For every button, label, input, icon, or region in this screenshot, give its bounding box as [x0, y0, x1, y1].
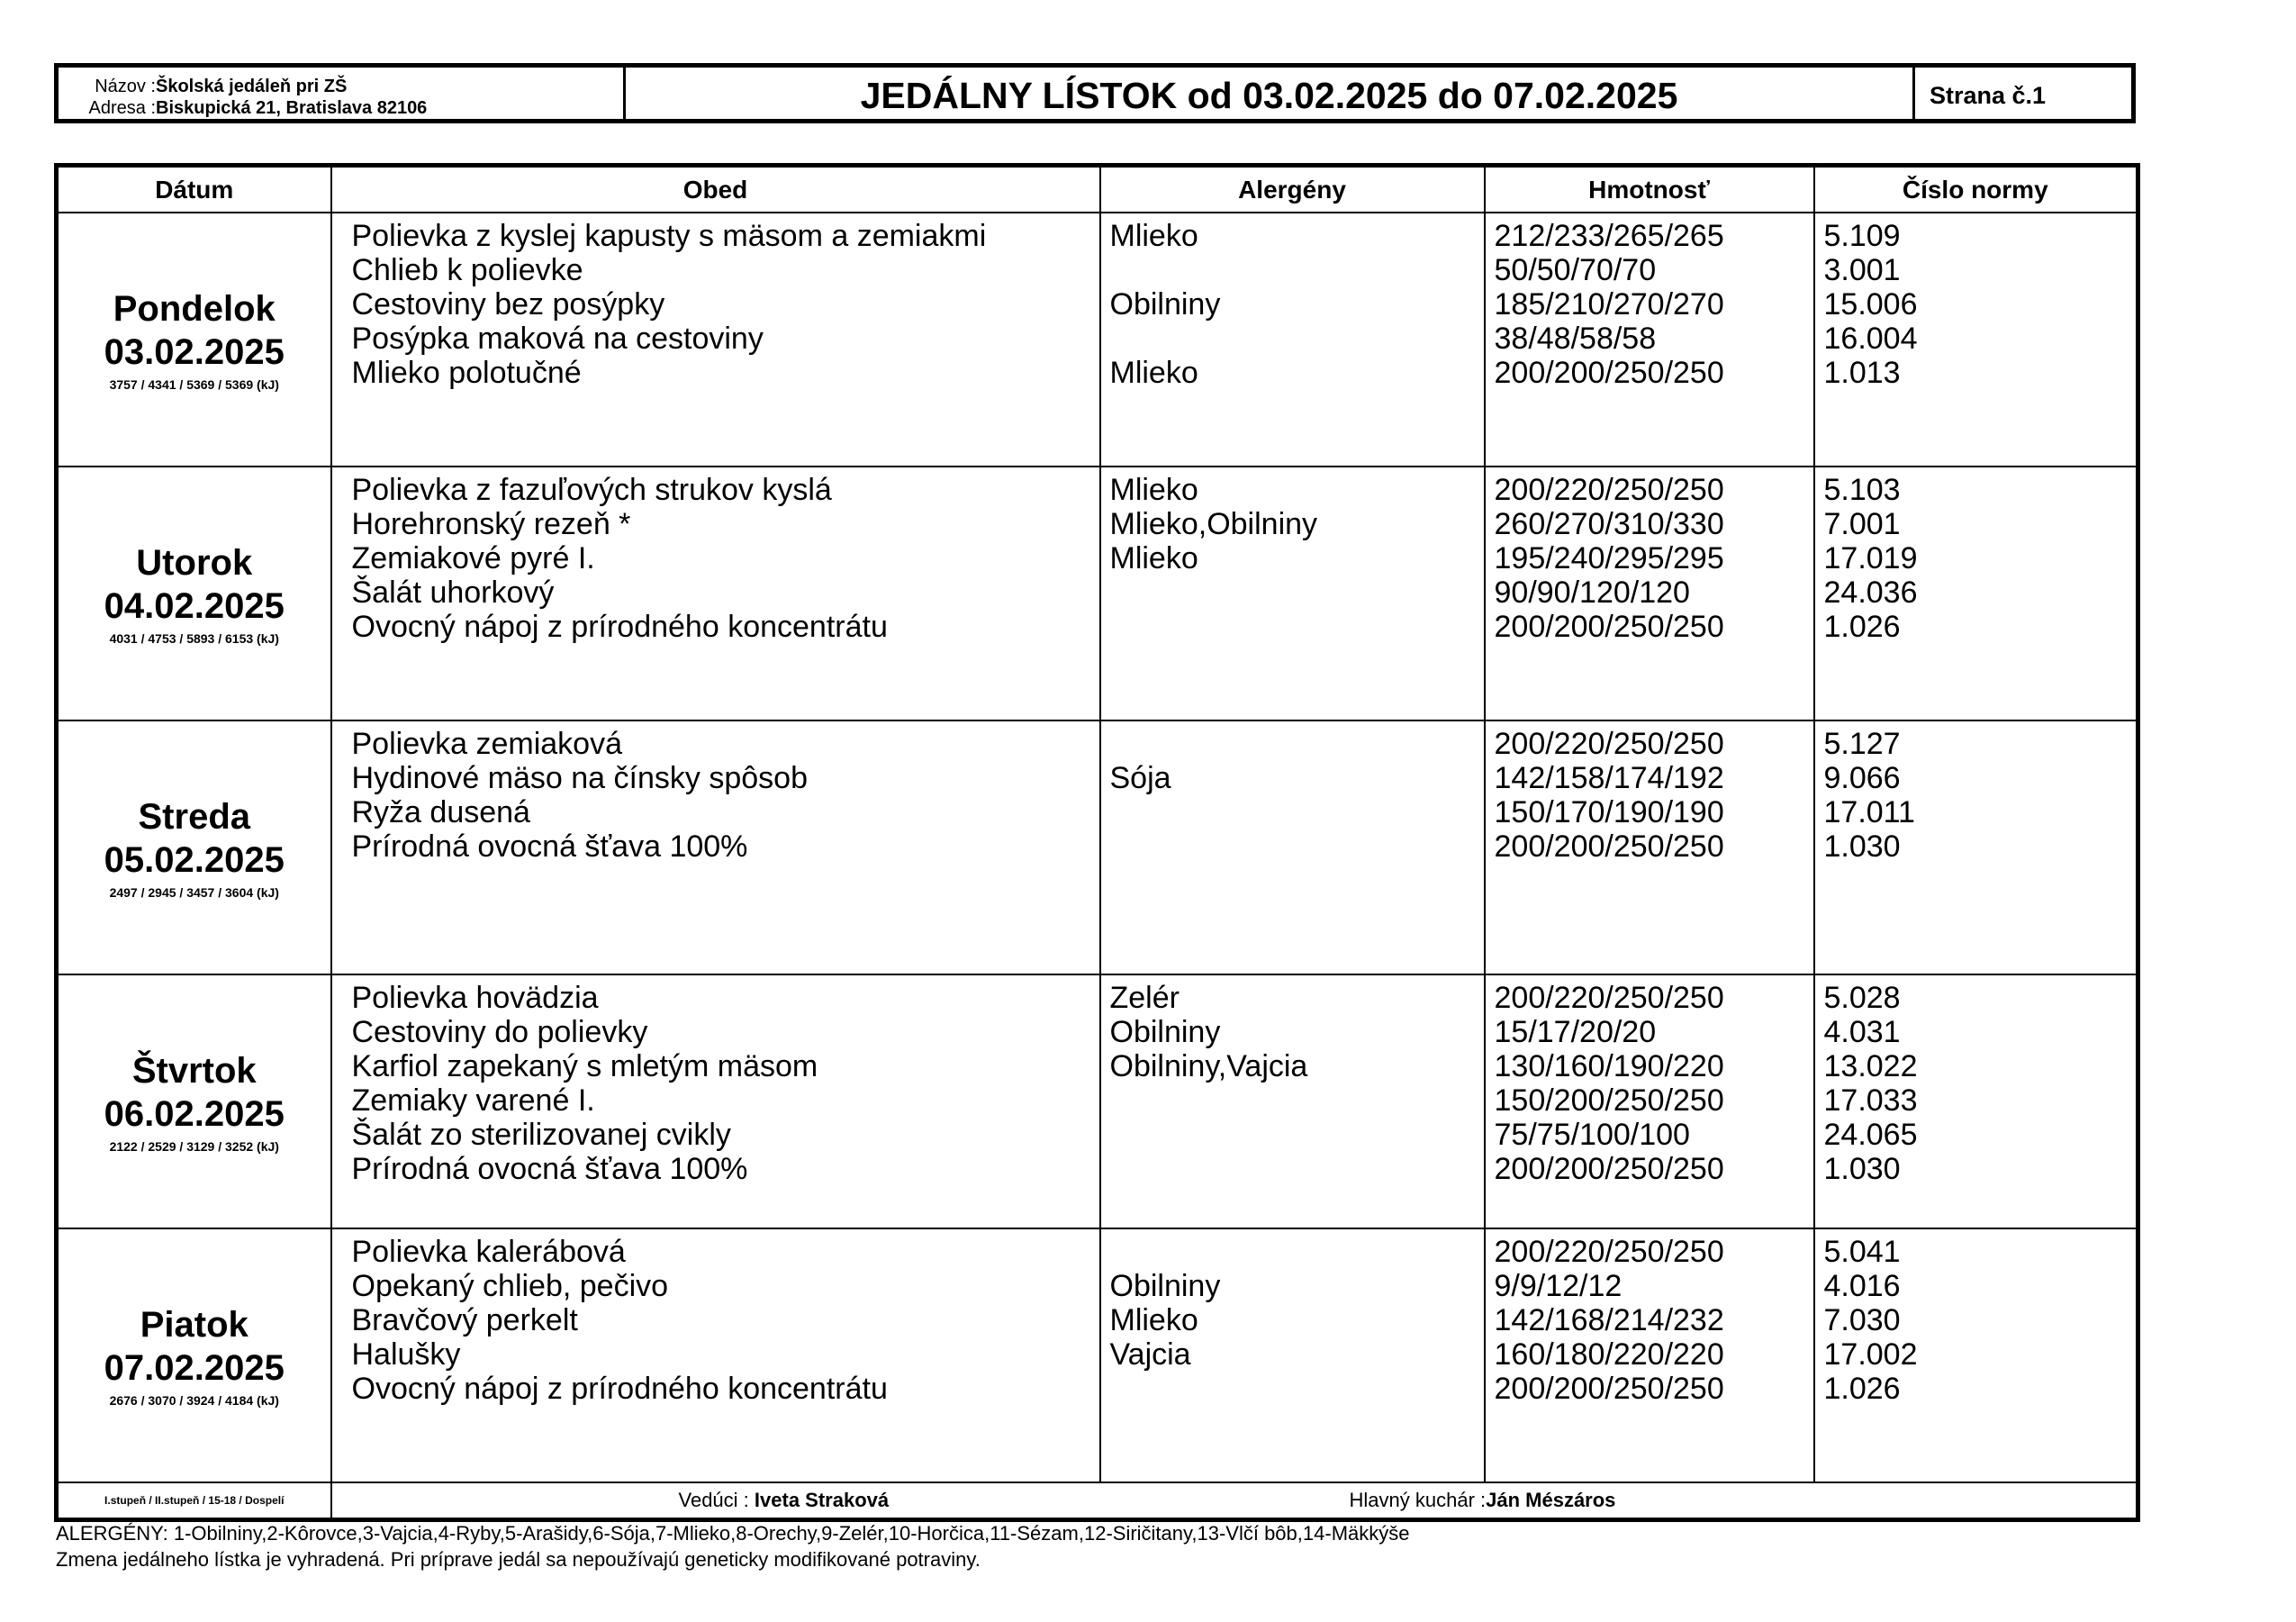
table-header-row [57, 166, 2138, 213]
norm-number-cell [1814, 974, 2138, 1228]
day-cell [57, 467, 331, 720]
manager [679, 1489, 890, 1512]
allergen-cell [1100, 720, 1485, 974]
norm-number: 7.001 [1823, 507, 1901, 541]
address-label: Adresa : [88, 98, 156, 118]
norm-number: 9.066 [1823, 761, 1901, 795]
day-row [57, 467, 2138, 720]
allergen [1110, 610, 1484, 644]
allergen-cell [1100, 213, 1485, 467]
allergen: Mlieko,Obilniny [1109, 507, 1318, 541]
meal-name-cell [331, 467, 1100, 720]
weight: 200/200/250/250 [1494, 1372, 1724, 1406]
norm-number: 17.019 [1823, 541, 1918, 575]
allergen-cell [1100, 974, 1485, 1228]
meal-name: Zemiakové pyré I. [351, 541, 595, 575]
weight: 200/200/250/250 [1494, 829, 1724, 864]
table-footer-row [57, 1482, 2138, 1520]
meal-name: Hydinové mäso na čínsky spôsob [351, 761, 808, 795]
allergen [1110, 795, 1484, 829]
norm-number: 1.026 [1823, 1372, 1901, 1406]
day-name: Pondelok [113, 289, 276, 329]
meal-name: Ovocný nápoj z prírodného koncentrátu [351, 610, 888, 644]
norm-number: 4.016 [1823, 1269, 1901, 1303]
weight: 130/160/190/220 [1494, 1049, 1724, 1083]
allergen-cell [1100, 1228, 1485, 1482]
allergen [1110, 1118, 1484, 1152]
col-header-weight: Hmotnosť [1485, 166, 1814, 213]
norm-number-list [1815, 975, 2137, 1186]
weight: 260/270/310/330 [1494, 507, 1724, 541]
meal-name: Prírodná ovocná šťava 100% [351, 829, 748, 864]
norm-number: 4.031 [1823, 1015, 1901, 1049]
meal-name: Šalát uhorkový [351, 575, 555, 610]
day-row [57, 974, 2138, 1228]
document-header [54, 63, 2136, 123]
notes [56, 1520, 1410, 1572]
norm-number-list [1815, 213, 2137, 390]
allergen: Mlieko [1109, 356, 1198, 390]
norm-number: 3.001 [1823, 253, 1901, 287]
day-name: Piatok [140, 1305, 249, 1345]
weight: 142/158/174/192 [1494, 761, 1724, 795]
allergen-list [1101, 467, 1484, 644]
weight-list [1486, 721, 1813, 864]
norm-number: 5.127 [1823, 727, 1901, 761]
norm-number: 1.013 [1823, 356, 1901, 390]
meal-name-list [332, 1229, 1099, 1406]
allergen-legend: ALERGÉNY: 1-Obilniny,2-Kôrovce,3-Vajcia,4-Ryby,5-Arašidy,6-Sója,7-Mlieko,8-Orechy,9-Zelér,10-Horčica,11-Sézam,12-Siričitany,13-Vlčí bôb,14-Mäkkýše [56, 1522, 1410, 1545]
allergen [1110, 322, 1484, 356]
meal-name-list [332, 213, 1099, 390]
day-row [57, 213, 2138, 467]
norm-number: 7.030 [1823, 1303, 1901, 1337]
meal-name-cell [331, 720, 1100, 974]
day-name: Utorok [136, 543, 253, 583]
meal-name: Opekaný chlieb, pečivo [351, 1269, 669, 1303]
meal-name-list [332, 721, 1099, 864]
weight-list [1486, 1229, 1813, 1406]
weight: 200/220/250/250 [1494, 727, 1724, 761]
name-label: Názov : [95, 77, 156, 96]
allergen-cell [1100, 467, 1485, 720]
allergen [1110, 575, 1484, 610]
allergen: Mlieko [1109, 219, 1198, 253]
allergen: Zelér [1109, 981, 1180, 1015]
portion-groups: I.stupeň / II.stupeň / 15-18 / Dospelí [57, 1482, 331, 1520]
meal-name: Ovocný nápoj z prírodného koncentrátu [351, 1372, 888, 1406]
norm-number: 17.002 [1823, 1337, 1918, 1372]
meal-name: Posýpka maková na cestoviny [351, 322, 764, 356]
canteen-address-line [69, 97, 623, 119]
weight: 150/170/190/190 [1494, 795, 1724, 829]
chef-name: Ján Mészáros [1486, 1489, 1616, 1511]
menu-table [54, 163, 2140, 1522]
day-cell [57, 1228, 331, 1482]
allergen-list [1101, 975, 1484, 1186]
canteen-name-line [69, 76, 623, 97]
col-header-date: Dátum [57, 166, 331, 213]
weight: 9/9/12/12 [1494, 1269, 1623, 1303]
norm-number-list [1815, 467, 2137, 644]
meal-name: Mlieko polotučné [351, 356, 582, 390]
allergen [1110, 829, 1484, 864]
weight: 142/168/214/232 [1494, 1303, 1724, 1337]
day-name: Štvrtok [131, 1051, 257, 1091]
weight: 50/50/70/70 [1494, 253, 1657, 287]
meal-name: Polievka kalerábová [351, 1235, 626, 1269]
norm-number-cell [1814, 213, 2138, 467]
norm-number: 1.030 [1823, 1152, 1901, 1186]
norm-number: 17.033 [1823, 1083, 1918, 1118]
weight-cell [1485, 974, 1814, 1228]
day-row [57, 720, 2138, 974]
canteen-info [59, 68, 626, 119]
meal-name-list [332, 467, 1099, 644]
norm-number: 24.036 [1823, 575, 1918, 610]
meal-name: Polievka hovädzia [351, 981, 599, 1015]
meal-name: Bravčový perkelt [351, 1303, 578, 1337]
day-kj: 2497 / 2945 / 3457 / 3604 (kJ) [109, 885, 279, 900]
allergen [1110, 1235, 1484, 1269]
norm-number: 24.065 [1823, 1118, 1918, 1152]
meal-name: Šalát zo sterilizovanej cvikly [351, 1118, 731, 1152]
meal-name-cell [331, 974, 1100, 1228]
day-kj: 3757 / 4341 / 5369 / 5369 (kJ) [109, 377, 279, 392]
norm-number-cell [1814, 1228, 2138, 1482]
weight-cell [1485, 720, 1814, 974]
weight-cell [1485, 213, 1814, 467]
allergen [1110, 1083, 1484, 1118]
meal-name: Horehronský rezeň * [351, 507, 631, 541]
norm-number-cell [1814, 720, 2138, 974]
day-cell [57, 213, 331, 467]
meal-name: Cestoviny do polievky [351, 1015, 648, 1049]
allergen: Sója [1109, 761, 1171, 795]
weight-cell [1485, 1228, 1814, 1482]
weight: 212/233/265/265 [1494, 219, 1724, 253]
allergen: Obilniny [1109, 287, 1221, 322]
day-date: 07.02.2025 [104, 1348, 285, 1388]
staff-cell [331, 1482, 2138, 1520]
allergen: Obilniny,Vajcia [1109, 1049, 1308, 1083]
weight: 90/90/120/120 [1494, 575, 1690, 610]
meal-name: Polievka z fazuľových strukov kyslá [351, 473, 832, 507]
norm-number-list [1815, 1229, 2137, 1406]
document-title: JEDÁLNY LÍSTOK od 03.02.2025 do 07.02.2025 [626, 68, 1915, 119]
norm-number-cell [1814, 467, 2138, 720]
allergen-list [1101, 721, 1484, 864]
manager-label: Vedúci : [678, 1489, 749, 1511]
day-date: 05.02.2025 [104, 840, 285, 880]
weight-list [1486, 975, 1813, 1186]
weight: 38/48/58/58 [1494, 322, 1657, 356]
day-kj: 4031 / 4753 / 5893 / 6153 (kJ) [109, 631, 279, 646]
day-date: 03.02.2025 [104, 332, 285, 372]
norm-number: 5.103 [1823, 473, 1901, 507]
chef-label: Hlavný kuchár : [1349, 1489, 1487, 1511]
day-date: 06.02.2025 [104, 1094, 285, 1134]
allergen [1110, 727, 1484, 761]
allergen: Mlieko [1109, 473, 1198, 507]
meal-name-list [332, 975, 1099, 1186]
col-header-meal: Obed [331, 166, 1100, 213]
col-header-norm: Číslo normy [1814, 166, 2138, 213]
allergen: Vajcia [1109, 1337, 1191, 1372]
allergen: Mlieko [1109, 541, 1198, 575]
norm-number: 5.109 [1823, 219, 1901, 253]
norm-number: 15.006 [1823, 287, 1918, 322]
allergen-list [1101, 213, 1484, 390]
norm-number: 5.028 [1823, 981, 1901, 1015]
norm-number-list [1815, 721, 2137, 864]
allergen [1110, 1152, 1484, 1186]
day-kj: 2122 / 2529 / 3129 / 3252 (kJ) [109, 1139, 279, 1154]
day-name: Streda [138, 797, 250, 837]
weight: 195/240/295/295 [1494, 541, 1724, 575]
weight: 150/200/250/250 [1494, 1083, 1724, 1118]
weight: 200/200/250/250 [1494, 356, 1724, 390]
weight-list [1486, 213, 1813, 390]
col-header-allergens: Alergény [1100, 166, 1485, 213]
meal-name: Chlieb k polievke [351, 253, 583, 287]
weight: 185/210/270/270 [1494, 287, 1724, 322]
page-number: Strana č.1 [1930, 82, 2047, 109]
meal-name: Polievka z kyslej kapusty s mäsom a zemiakmi [351, 219, 987, 253]
norm-number: 1.030 [1823, 829, 1901, 864]
day-date: 04.02.2025 [104, 586, 285, 626]
weight: 200/200/250/250 [1494, 1152, 1724, 1186]
meal-name: Halušky [351, 1337, 461, 1372]
meal-name: Zemiaky varené I. [351, 1083, 595, 1118]
canteen-name: Školská jedáleň pri ZŠ [156, 77, 348, 96]
weight: 200/200/250/250 [1494, 610, 1724, 644]
weight-cell [1485, 467, 1814, 720]
norm-number: 13.022 [1823, 1049, 1918, 1083]
norm-number: 17.011 [1823, 795, 1915, 829]
manager-name: Iveta Straková [754, 1489, 890, 1511]
meal-name: Karfiol zapekaný s mletým mäsom [351, 1049, 818, 1083]
chef [1350, 1489, 1616, 1512]
weight-list [1486, 467, 1813, 644]
allergen-list [1101, 1229, 1484, 1406]
day-cell [57, 974, 331, 1228]
meal-name-cell [331, 1228, 1100, 1482]
norm-number: 1.026 [1823, 610, 1901, 644]
meal-name: Ryža dusená [351, 795, 530, 829]
day-kj: 2676 / 3070 / 3924 / 4184 (kJ) [109, 1393, 279, 1408]
day-row [57, 1228, 2138, 1482]
allergen: Obilniny [1109, 1015, 1221, 1049]
disclaimer: Zmena jedálneho lístka je vyhradená. Pri príprave jedál sa nepoužívajú geneticky modifikované potraviny. [56, 1548, 981, 1571]
weight: 200/220/250/250 [1494, 1235, 1724, 1269]
weight: 15/17/20/20 [1494, 1015, 1657, 1049]
allergen [1110, 253, 1484, 287]
allergen: Obilniny [1109, 1269, 1221, 1303]
norm-number: 16.004 [1823, 322, 1918, 356]
weight: 200/220/250/250 [1494, 981, 1724, 1015]
allergen: Mlieko [1109, 1303, 1198, 1337]
allergen [1110, 1372, 1484, 1406]
norm-number: 5.041 [1823, 1235, 1901, 1269]
meal-name-cell [331, 213, 1100, 467]
day-cell [57, 720, 331, 974]
weight: 75/75/100/100 [1494, 1118, 1690, 1152]
meal-name: Polievka zemiaková [351, 727, 622, 761]
meal-name: Cestoviny bez posýpky [351, 287, 665, 322]
weight: 200/220/250/250 [1494, 473, 1724, 507]
canteen-address: Biskupická 21, Bratislava 82106 [156, 98, 428, 118]
meal-name: Prírodná ovocná šťava 100% [351, 1152, 748, 1186]
weight: 160/180/220/220 [1494, 1337, 1724, 1372]
